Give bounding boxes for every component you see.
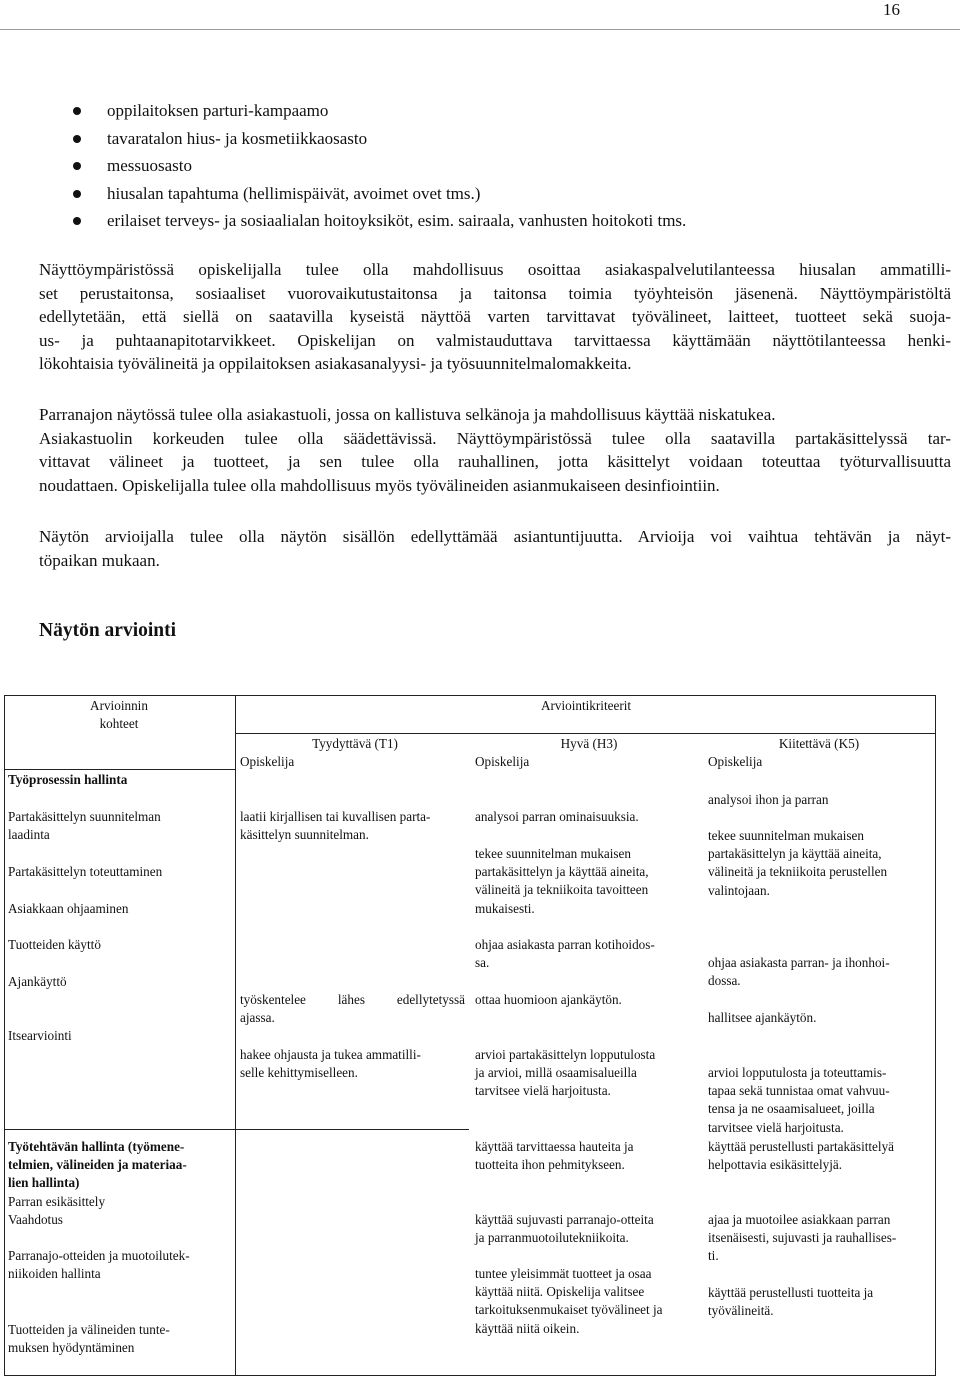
header-rule [0, 29, 960, 30]
bullet-icon [73, 107, 81, 115]
k5-guidance: ohjaa asiakasta parran- ja ihonhoi- dossa. [708, 955, 890, 989]
block-title-task: Työtehtävän hallinta (työmene- telmien, välineiden ja materiaa- lien hallinta) [8, 1139, 187, 1191]
list-item: oppilaitoksen parturi-kampaamo [70, 97, 686, 125]
header-criteria: Arviointikriteerit [540, 698, 632, 713]
target-shaving-techniques: Parranajo-otteiden ja muotoilutek- niikoiden hallinta [8, 1248, 190, 1282]
section-title: Näytön arviointi [39, 620, 177, 641]
target-tool-knowledge: Tuotteiden ja välineiden tunte- muksen hyödyntäminen [8, 1322, 170, 1356]
target-plan: Partakäsittelyn suunnitelman laadinta [8, 809, 161, 843]
target-pretreatment: Parran esikäsittely [8, 1194, 106, 1209]
list-item: messuosasto [70, 152, 686, 180]
bullet-icon [73, 190, 81, 198]
assessment-table [4, 695, 936, 1376]
k5-execution: tekee suunnitelman mukaisen partakäsittelyn ja käyttää aineita, välineitä ja tekniikoita perustellen valintojaan. [708, 828, 888, 898]
h3-execution: tekee suunnitelman mukaisen partakäsittelyn ja käyttää aineita, välineitä ja tekniikoita tavoitteen mukaisesti. [475, 846, 649, 916]
h3-self-evaluation: arvioi partakäsittelyn lopputulosta ja arvioi, millä osaamisalueilla tarvitsee vielä harjoitusta. [475, 1047, 656, 1099]
page-number: 16 [883, 0, 900, 19]
k5-time: hallitsee ajankäytön. [708, 1010, 817, 1025]
paragraph-equipment: Parranajon näytössä tulee olla asiakastuoli, jossa on kallistuva selkänoja ja mahdollisuus käyttää niskatukea. Asiakastuolin korkeuden tulee olla säädettävissä. Näyttöympäristössä tulee olla saatavilla partakäsittelyssä tar- vittavat välineet ja tuotteet, ja sen tulee olla rauhallinen, jotta käsittelyt voidaan toteuttaa työturvallisuutta noudattaen. Opiskelijalla tulee olla mahdollisuus myös työvälineiden asianmukaiseen desinfiointiin. [39, 405, 951, 495]
bullet-icon [73, 162, 81, 170]
target-lathering: Vaahdotus [8, 1212, 63, 1227]
bullet-icon [73, 217, 81, 225]
h3-time: ottaa huomioon ajankäytön. [475, 992, 622, 1007]
h3-tool-knowledge: tuntee yleisimmät tuotteet ja osaa käyttää niitä. Opiskelija valitsee tarkoituksenmukaiset työvälineet ja käyttää niitä oikein. [475, 1266, 663, 1336]
target-self-evaluation: Itsearviointi [8, 1028, 72, 1043]
level-good: Hyvä (H3) [560, 736, 618, 751]
target-execution: Partakäsittelyn toteuttaminen [8, 864, 163, 879]
k5-shaving-techniques: ajaa ja muotoilee asiakkaan parran itsenäisesti, sujuvasti ja rauhallises- ti. [708, 1212, 897, 1264]
h3-analysis: analysoi parran ominaisuuksia. [475, 809, 639, 824]
h3-shaving-techniques: käyttää sujuvasti parranajo-otteita ja parranmuotoilutekniikoita. [475, 1212, 654, 1246]
bullet-icon [73, 135, 81, 143]
h3-guidance: ohjaa asiakasta parran kotihoidos- sa. [475, 937, 655, 971]
list-item: erilaiset terveys- ja sosiaalialan hoitoyksiköt, esim. sairaala, vanhusten hoitokoti tms. [70, 207, 686, 235]
target-guidance: Asiakkaan ohjaaminen [8, 901, 129, 916]
k5-pretreatment: käyttää perustellusti partakäsittelyä helpottavia esikäsittelyjä. [708, 1139, 895, 1173]
paragraph-environment: Näyttöympäristössä opiskelijalla tulee olla mahdollisuus osoittaa asiakaspalvelutilanteessa hiusalan ammatilli- set perustaitonsa, sosiaaliset vuorovaikutustaitonsa ja taitonsa toimia työyhteisön jäsenenä. Näyttöympäristöltä edellytetään, että siellä on saatavilla kyseistä näyttöä varten tarvittavat työvälineet, laitteet, tuotteet sekä suoja- us- ja puhtaanapitotarvikkeet. Opiskelijan on valmistauduttava tarvittaessa käyttämään näyttötilanteessa henki- lökohtaisia työvälineitä ja oppilaitoksen asiakasanalyysi- ja työsuunnitelmalomakkeita. [39, 260, 951, 373]
paragraph-assessor: Näytön arvioijalla tulee olla näytön sisällön edellyttämää asiantuntijuutta. Arvioija voi vaihtua tehtävän ja näyt- töpaikan mukaan. [39, 527, 951, 570]
level-satisfactory: Tyydyttävä (T1) [312, 736, 398, 751]
bullet-list [70, 97, 686, 235]
block-title-process: Työprosessin hallinta [8, 772, 128, 787]
t1-plan: laatii kirjallisen tai kuvallisen parta- käsittelyn suunnitelman. [240, 809, 431, 843]
level-excellent: Kiitettävä (K5) [778, 736, 860, 751]
k5-analysis: analysoi ihon ja parran [708, 792, 829, 807]
list-item: hiusalan tapahtuma (hellimispäivät, avoimet ovet tms.) [70, 180, 686, 208]
subject-h3: Opiskelija [475, 754, 530, 769]
subject-t1: Opiskelija [240, 754, 295, 769]
target-products: Tuotteiden käyttö [8, 937, 101, 952]
list-item: tavaratalon hius- ja kosmetiikkaosasto [70, 125, 686, 153]
subject-k5: Opiskelija [708, 754, 763, 769]
target-time: Ajankäyttö [8, 974, 67, 989]
h3-pretreatment: käyttää tarvittaessa hauteita ja tuotteita ihon pehmitykseen. [475, 1139, 634, 1173]
k5-self-evaluation: arvioi lopputulosta ja toteuttamis- tapaa sekä tunnistaa omat vahvuu- tensa ja ne osaamisalueet, joilla tarvitsee vielä harjoitusta. [708, 1065, 890, 1135]
header-targets: Arvioinnin kohteet [90, 698, 148, 732]
t1-self-evaluation: hakee ohjausta ja tukea ammatilli- selle kehittymiselleen. [240, 1047, 421, 1081]
k5-tool-knowledge: käyttää perustellusti tuotteita ja työvälineitä. [708, 1285, 874, 1319]
t1-time: työskentelee lähes edellytetyssä ajassa. [240, 992, 465, 1026]
